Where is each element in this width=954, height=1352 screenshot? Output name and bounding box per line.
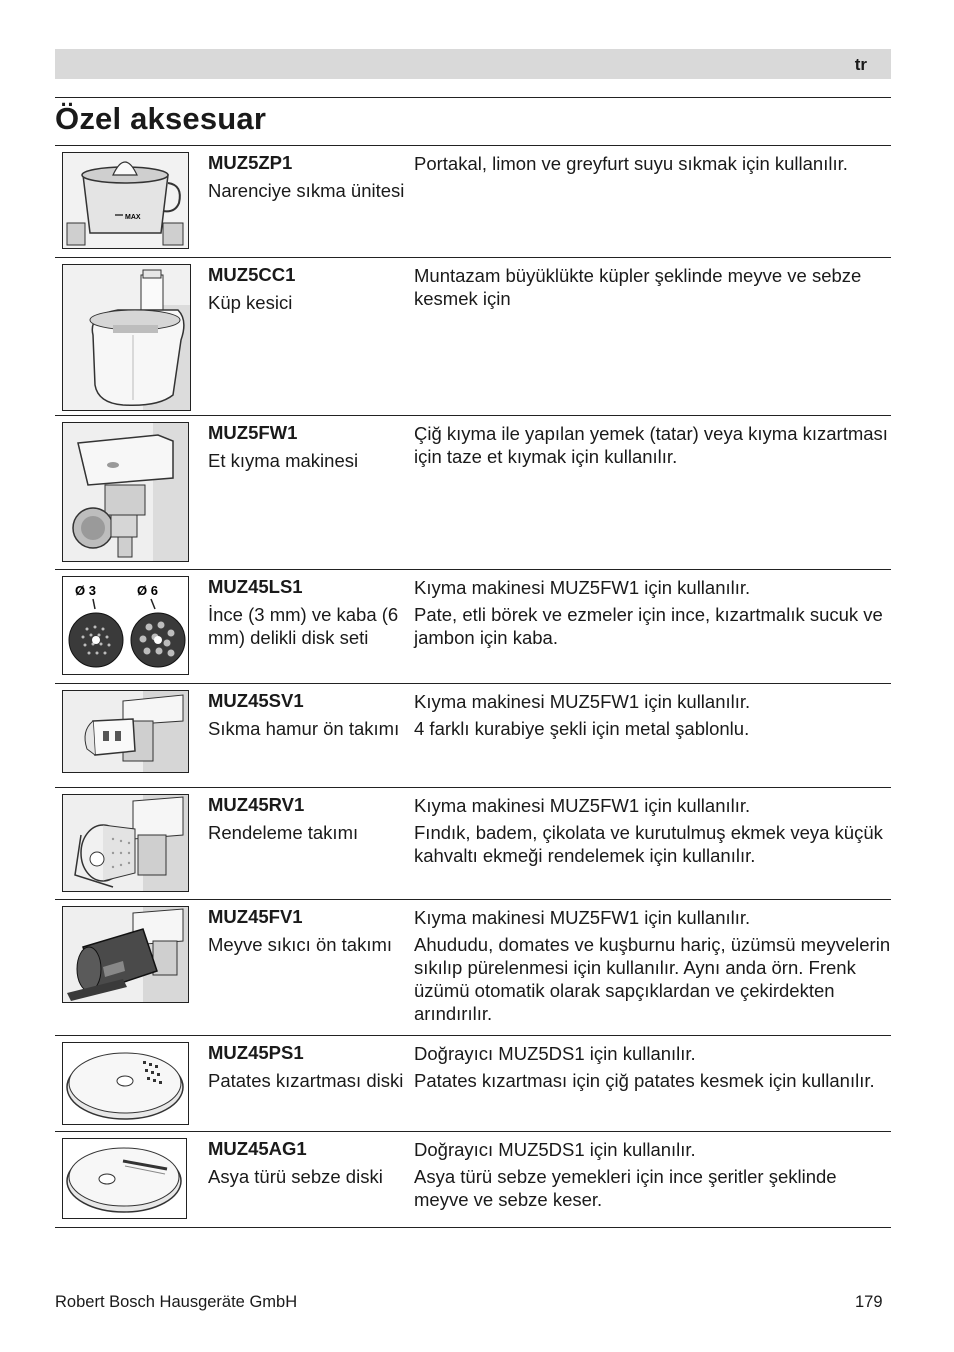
product-code: MUZ5ZP1 — [208, 152, 293, 173]
product-description — [414, 906, 894, 1029]
footer-company: Robert Bosch Hausgeräte GmbH — [55, 1293, 298, 1311]
product-code: MUZ5CC1 — [208, 264, 296, 285]
product-name: Küp kesici — [208, 292, 293, 313]
description-line: Portakal, limon ve greyfurt suyu sıkmak için kullanılır. — [414, 153, 848, 174]
perforated-discs-icon — [62, 576, 189, 675]
fruit-press-icon — [62, 906, 189, 1003]
description-line: Kıyma makinesi MUZ5FW1 için kullanılır. — [414, 577, 751, 598]
product-code: MUZ45SV1 — [208, 690, 304, 711]
dicer-icon — [62, 264, 191, 411]
accessory-row — [55, 684, 891, 788]
language-label: tr — [854, 55, 867, 74]
accessory-row — [55, 570, 891, 684]
description-line: 4 farklı kurabiye şekli için metal şablonlu. — [414, 718, 750, 739]
product-description — [414, 690, 894, 744]
accessory-row — [55, 146, 891, 258]
product-code: MUZ45LS1 — [208, 576, 303, 597]
accessory-row — [55, 1036, 891, 1132]
product-description — [414, 152, 894, 179]
product-code: MUZ5FW1 — [208, 422, 298, 443]
disc-label-fine: Ø 3 — [75, 583, 96, 598]
product-code: MUZ45FV1 — [208, 906, 303, 927]
product-description — [414, 264, 894, 314]
product-name: Narenciye sıkma ünitesi — [208, 180, 405, 201]
accessory-row — [55, 416, 891, 570]
accessory-row — [55, 788, 891, 900]
description-line: Asya türü sebze yemekleri için ince şeritler şeklinde meyve ve sebze keser. — [414, 1166, 837, 1210]
product-description — [414, 576, 894, 653]
citrus-press-icon — [62, 152, 189, 249]
header-bar — [55, 49, 891, 79]
description-line: Kıyma makinesi MUZ5FW1 için kullanılır. — [414, 795, 751, 816]
product-name: Asya türü sebze diski — [208, 1166, 383, 1187]
product-description — [414, 1138, 894, 1215]
disc-label-coarse: Ø 6 — [137, 583, 158, 598]
chips-disc-icon — [62, 1042, 189, 1125]
page-number: 179 — [855, 1293, 883, 1311]
product-name: Sıkma hamur ön takımı — [208, 718, 400, 739]
accessory-row — [55, 900, 891, 1036]
description-line: Kıyma makinesi MUZ5FW1 için kullanılır. — [414, 691, 751, 712]
product-description — [414, 422, 894, 472]
description-line: Kıyma makinesi MUZ5FW1 için kullanılır. — [414, 907, 751, 928]
top-rule — [55, 97, 891, 98]
product-code: MUZ45PS1 — [208, 1042, 304, 1063]
product-description — [414, 1042, 894, 1096]
biscuit-attachment-icon — [62, 690, 189, 773]
page-title: Özel aksesuar — [55, 101, 267, 136]
accessory-row — [55, 258, 891, 416]
product-description — [414, 794, 894, 871]
max-label: MAX — [125, 214, 141, 221]
accessory-row — [55, 1132, 891, 1228]
description-line: Fındık, badem, çikolata ve kurutulmuş ekmek veya küçük kahvaltı ekmeği rendelemek için kullanılır. — [414, 822, 883, 866]
product-code: MUZ45RV1 — [208, 794, 305, 815]
description-line: Patates kızartması için çiğ patates kesmek için kullanılır. — [414, 1070, 875, 1091]
product-name: Meyve sıkıcı ön takımı — [208, 934, 393, 955]
product-name: Patates kızartması diski — [208, 1070, 404, 1091]
grater-drum-icon — [62, 794, 189, 892]
description-line: Doğrayıcı MUZ5DS1 için kullanılır. — [414, 1043, 696, 1064]
description-line: Ahududu, domates ve kuşburnu hariç, üzümsü meyvelerin sıkılıp pürelenmesi için kullanılır. Aynı anda örn. Frenk üzümü otomatik olarak sapçıklardan ve çekirdekten arındırılır. — [414, 934, 891, 1024]
description-line: Doğrayıcı MUZ5DS1 için kullanılır. — [414, 1139, 696, 1160]
asian-disc-icon — [62, 1138, 187, 1219]
product-name: İnce (3 mm) ve kaba (6 mm) delikli disk seti — [208, 604, 399, 648]
description-line: Çiğ kıyma ile yapılan yemek (tatar) veya kıyma kızartması için taze et kıymak için kullanılır. — [414, 423, 888, 467]
meat-mincer-icon — [62, 422, 189, 562]
product-code: MUZ45AG1 — [208, 1138, 307, 1159]
description-line: Muntazam büyüklükte küpler şeklinde meyve ve sebze kesmek için — [414, 265, 862, 309]
product-name: Et kıyma makinesi — [208, 450, 359, 471]
product-name: Rendeleme takımı — [208, 822, 359, 843]
description-line: Pate, etli börek ve ezmeler için ince, kızartmalık sucuk ve jambon için kaba. — [414, 604, 883, 648]
